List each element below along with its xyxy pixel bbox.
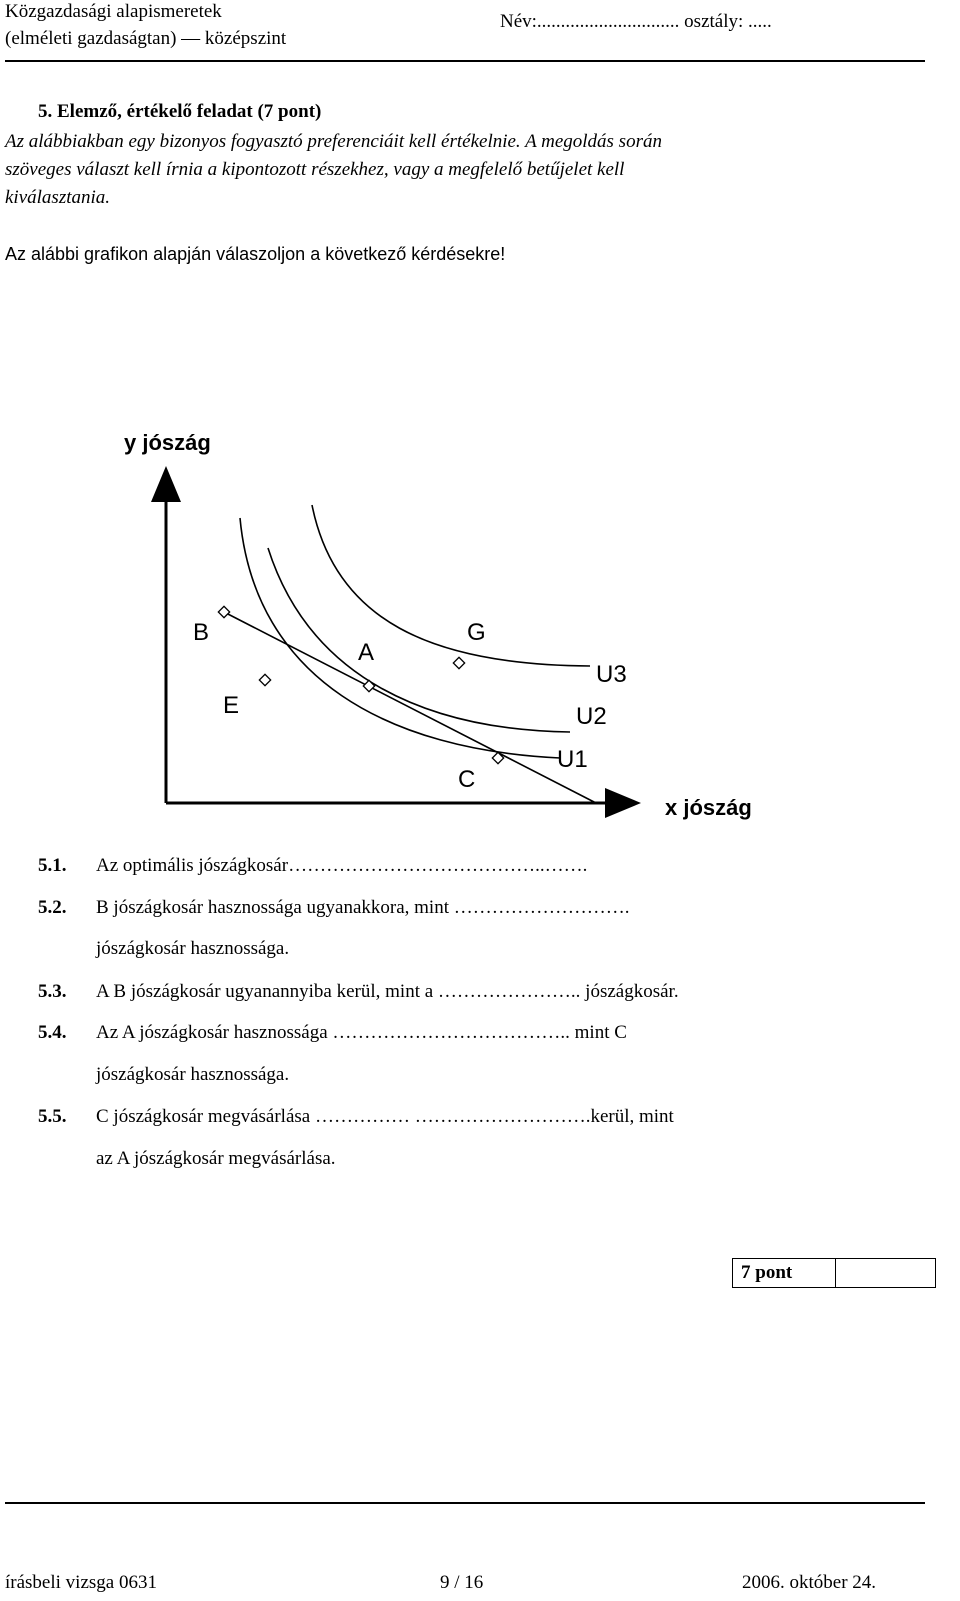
question-number: 5.1. bbox=[38, 855, 67, 876]
question-text: B jószágkosár hasznossága ugyanakkora, mint ………………………. bbox=[96, 897, 630, 918]
header-subject: Közgazdasági alapismeretek bbox=[5, 1, 222, 22]
point-g-label: G bbox=[467, 619, 486, 646]
curve-u3-label: U3 bbox=[596, 661, 627, 688]
question-number: 5.2. bbox=[38, 897, 67, 918]
point-b-label: B bbox=[193, 619, 210, 646]
indifference-curve-u3 bbox=[312, 505, 590, 666]
question-text-continued: jószágkosár hasznossága. bbox=[96, 938, 290, 959]
question-number: 5.4. bbox=[38, 1022, 67, 1043]
question-text: C jószágkosár megvásárlása …………… ……………………….kerül, mint bbox=[96, 1106, 674, 1127]
point-a-label: A bbox=[358, 639, 375, 666]
footer-rule bbox=[5, 1502, 925, 1504]
question-text: A B jószágkosár ugyanannyiba kerül, mint a ………………….. jószágkosár. bbox=[96, 981, 679, 1002]
instruction-line: kiválasztania. bbox=[5, 187, 111, 208]
point-b-marker bbox=[218, 606, 229, 617]
question-text: Az A jószágkosár hasznossága ……………………………….. mint C bbox=[96, 1022, 627, 1043]
point-a-marker bbox=[363, 680, 374, 691]
budget-line bbox=[224, 612, 596, 803]
instruction-line: Az alábbiakban egy bizonyos fogyasztó preferenciáit kell értékelnie. A megoldás során bbox=[5, 131, 662, 152]
curve-u2-label: U2 bbox=[576, 703, 607, 730]
name-class-field: Név:.............................. osztály: ..... bbox=[500, 11, 772, 32]
indifference-curve-graph bbox=[100, 420, 800, 840]
score-label: 7 pont bbox=[733, 1259, 836, 1287]
point-e-marker bbox=[259, 674, 270, 685]
indifference-curve-u1 bbox=[240, 518, 560, 758]
question-number: 5.3. bbox=[38, 981, 67, 1002]
footer-exam-code: írásbeli vizsga 0631 bbox=[5, 1572, 157, 1593]
question-text-continued: az A jószágkosár megvásárlása. bbox=[96, 1148, 336, 1169]
y-axis-label: y jószág bbox=[124, 430, 211, 455]
header-rule bbox=[5, 60, 925, 62]
header-subtitle: (elméleti gazdaságtan) — középszint bbox=[5, 28, 287, 49]
indifference-curve-u2 bbox=[268, 548, 570, 732]
footer-date: 2006. október 24. bbox=[742, 1572, 877, 1593]
curve-u1-label: U1 bbox=[557, 746, 588, 773]
task-title: 5. Elemző, értékelő feladat (7 pont) bbox=[38, 101, 322, 122]
score-box bbox=[732, 1258, 936, 1288]
instruction-line: szöveges választ kell írnia a kipontozott részekhez, vagy a megfelelő betűjelet kell bbox=[5, 159, 625, 180]
footer-page-number: 9 / 16 bbox=[440, 1572, 484, 1593]
graph-prompt: Az alábbi grafikon alapján válaszoljon a következő kérdésekre! bbox=[5, 244, 506, 264]
point-g-marker bbox=[453, 657, 464, 668]
question-text: Az optimális jószágkosár…………………………………..……. bbox=[96, 855, 588, 876]
question-text-continued: jószágkosár hasznossága. bbox=[96, 1064, 290, 1085]
question-number: 5.5. bbox=[38, 1106, 67, 1127]
point-c-label: C bbox=[458, 766, 476, 793]
score-blank-cell bbox=[836, 1259, 935, 1287]
x-axis-label: x jószág bbox=[665, 795, 752, 820]
point-e-label: E bbox=[223, 692, 240, 719]
